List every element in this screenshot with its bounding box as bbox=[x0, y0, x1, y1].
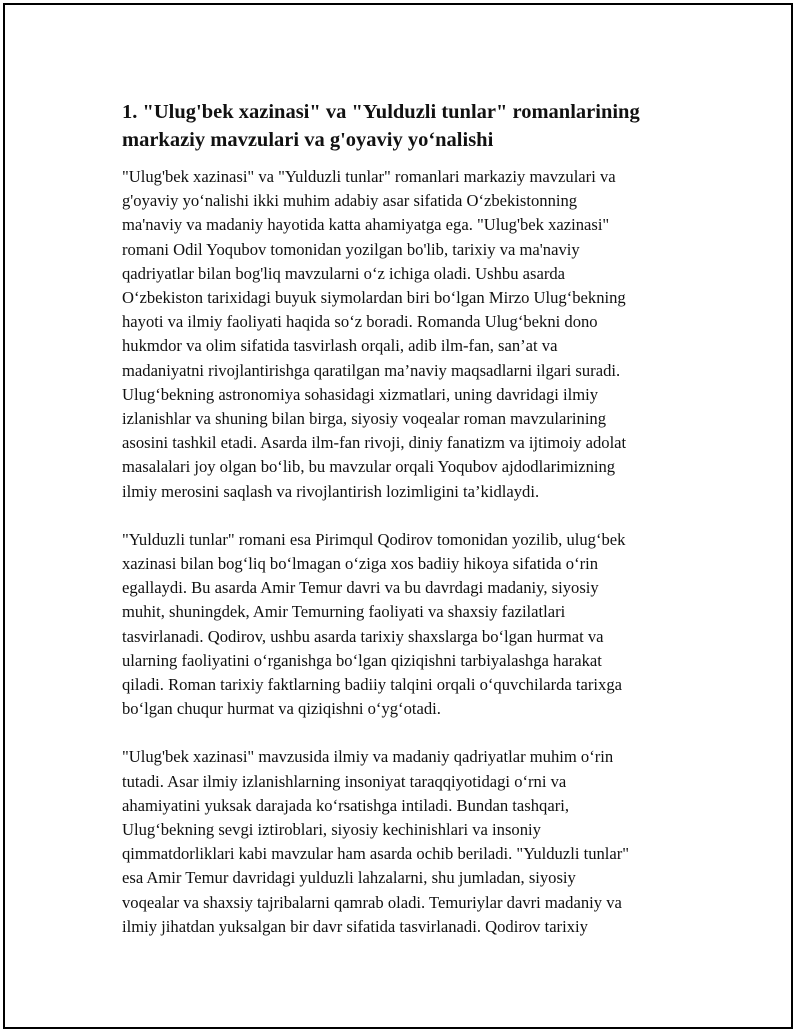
text-line: qiladi. Roman tarixiy faktlarning badiiy talqini orqali o‘quvchilarda tarixga bbox=[122, 675, 622, 695]
text-line: tutadi. Asar ilmiy izlanishlarning insoniyat taraqqiyotidagi o‘rni va bbox=[122, 771, 567, 791]
text-line: masalalari joy olgan bo‘lib, bu mavzular orqali Yoqubov ajdodlarimizning bbox=[122, 457, 616, 477]
document-body bbox=[122, 98, 702, 963]
text-line: O‘zbekiston tarixidagi buyuk siymolardan biri bo‘lgan Mirzo Ulug‘bekning bbox=[122, 288, 626, 308]
paragraph-2 bbox=[122, 528, 702, 722]
text-line: egallaydi. Bu asarda Amir Temur davri va bu davrdagi madaniy, siyosiy bbox=[122, 578, 599, 598]
text-line: asosini tashkil etadi. Asarda ilm-fan rivoji, diniy fanatizm va ijtimoiy adolat bbox=[122, 433, 627, 453]
text-line: "Ulug'bek xazinasi" va "Yulduzli tunlar" romanlari markaziy mavzulari va bbox=[122, 167, 616, 186]
text-line: "Yulduzli tunlar" romani esa Pirimqul Qodirov tomonidan yozilib, ulug‘bek bbox=[122, 529, 626, 549]
page-frame bbox=[3, 3, 793, 1029]
text-line: "Ulug'bek xazinasi" mavzusida ilmiy va madaniy qadriyatlar muhim o‘rin bbox=[122, 747, 614, 767]
text-line: ilmiy jihatdan yuksalgan bir davr sifatida tasvirlanadi. Qodirov tarixiy bbox=[122, 916, 588, 936]
text-line: muhit, shuningdek, Amir Temurning faoliyati va shaxsiy fazilatlari bbox=[122, 602, 566, 622]
paragraph-3 bbox=[122, 745, 702, 939]
paragraph-1 bbox=[122, 165, 702, 504]
text-line: Ulug‘bekning sevgi iztiroblari, siyosiy kechinishlari va insoniy bbox=[122, 820, 541, 840]
heading-line: markaziy mavzulari va g'oyaviy yo‘nalishi bbox=[122, 129, 494, 151]
text-line: g'oyaviy yo‘nalishi ikki muhim adabiy asar sifatida O‘zbekistonning bbox=[122, 191, 578, 211]
text-line: qadriyatlar bilan bog'liq mavzularni o‘z ichiga oladi. Ushbu asarda bbox=[122, 263, 566, 283]
heading-line: 1. "Ulug'bek xazinasi" va "Yulduzli tunlar" romanlarining bbox=[122, 101, 640, 123]
text-line: tasvirlanadi. Qodirov, ushbu asarda tarixiy shaxslarga bo‘lgan hurmat va bbox=[122, 626, 604, 646]
text-line: madaniyatni rivojlantirishga qaratilgan ma’naviy maqsadlarni ilgari suradi. bbox=[122, 360, 621, 380]
text-line: ilmiy merosini saqlash va rivojlantirish lozimligini ta’kidlaydi. bbox=[122, 481, 540, 501]
text-line: ma'naviy va madaniy hayotida katta ahamiyatga ega. "Ulug'bek xazinasi" bbox=[122, 215, 610, 235]
text-line: ahamiyatini yuksak darajada ko‘rsatishga intiladi. Bundan tashqari, bbox=[122, 795, 569, 815]
text-line: Ulug‘bekning astronomiya sohasidagi xizmatlari, uning davridagi ilmiy bbox=[122, 384, 599, 404]
text-line: xazinasi bilan bog‘liq bo‘lmagan o‘ziga xos badiiy hikoya sifatida o‘rin bbox=[122, 554, 599, 574]
text-line: ularning faoliyatini o‘rganishga bo‘lgan qiziqishni tarbiyalashga harakat bbox=[122, 650, 602, 670]
text-line: hukmdor va olim sifatida tasvirlash orqali, adib ilm-fan, san’at va bbox=[122, 336, 558, 356]
text-line: romani Odil Yoqubov tomonidan yozilgan bo'lib, tarixiy va ma'naviy bbox=[122, 239, 580, 259]
text-line: bo‘lgan chuqur hurmat va qiziqishni o‘yg‘otadi. bbox=[122, 699, 441, 719]
section-heading bbox=[122, 98, 702, 154]
text-line: qimmatdorliklari kabi mavzular ham asarda ochib beriladi. "Yulduzli tunlar" bbox=[122, 844, 630, 864]
text-line: voqealar va shaxsiy tajribalarni qamrab oladi. Temuriylar davri madaniy va bbox=[122, 892, 622, 912]
text-line: hayoti va ilmiy faoliyati haqida so‘z boradi. Romanda Ulug‘bekni dono bbox=[122, 312, 598, 332]
text-line: esa Amir Temur davridagi yulduzli lahzalarni, shu jumladan, siyosiy bbox=[122, 868, 576, 888]
text-line: izlanishlar va shuning bilan birga, siyosiy voqealar roman mavzularining bbox=[122, 409, 607, 429]
